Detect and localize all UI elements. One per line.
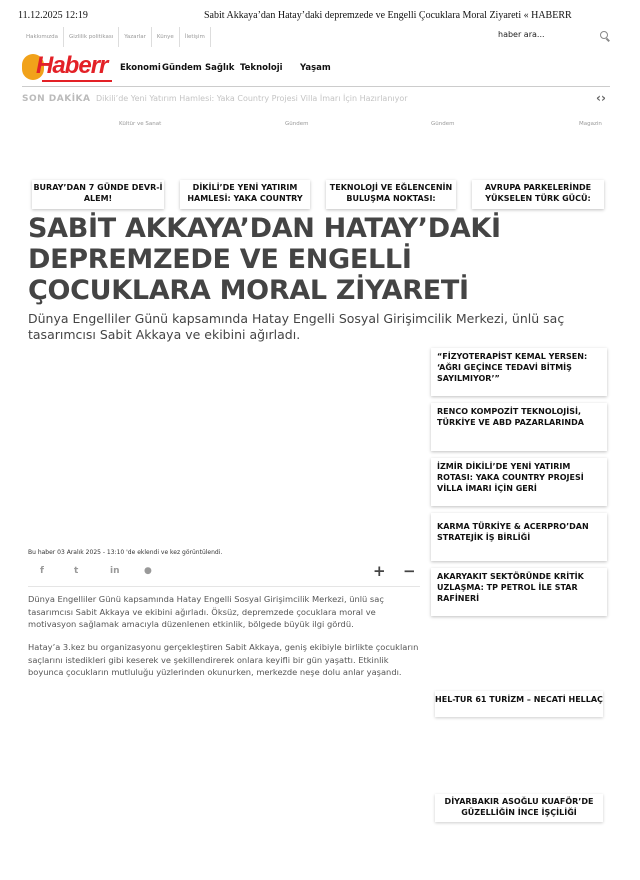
site-logo[interactable] xyxy=(22,52,112,82)
article-paragraph: Dünya Engelliler Günü kapsamında Hatay Engelli Sosyal Girişimcilik Merkezi, ünlü saç tasarımcısı Sabit Akkaya ve ekibini ağırladı. Öksüz, depremzede çocuklara moral ve motivasyon sağlamak amacıyla düzenlenen etkinlik, bölgede büyük ilgi gördü. xyxy=(28,594,384,629)
sidebar-card-title: RENCO KOMPOZİT TEKNOLOJİSİ, TÜRKİYE VE ABD PAZARLARINDA xyxy=(437,407,584,427)
category-link[interactable]: Gündem xyxy=(285,121,309,127)
top-nav-item[interactable]: Yazarlar xyxy=(118,27,151,47)
top-card-title: TEKNOLOJİ VE EĞLENCENİN BULUŞMA NOKTASI: xyxy=(329,183,453,203)
top-card[interactable] xyxy=(472,180,604,209)
article-paragraph: Hatay’a 3.kez bu organizasyonu gerçekleştiren Sabit Akkaya, geniş ekibiyle birlikte çocukların saçlarını istedikleri gibi keserek ve şekillendirerek onlara keyifli bir gün yaşattı. Etkinlik boyunca çocukların mutluluğu yüzlerinden okunurken, merkezde neşe dolu anlar yaşandı. xyxy=(28,642,419,677)
article-title: SABİT AKKAYA’DAN HATAY’DAKİ DEPREMZEDE VE ENGELLİ ÇOCUKLARA MORAL ZİYARETİ xyxy=(28,213,501,306)
top-card-title: DİKİLİ’DE YENİ YATIRIM HAMLESİ: YAKA COUNTRY xyxy=(187,183,303,203)
main-nav-saglik[interactable]: Sağlık xyxy=(205,63,235,73)
top-card-title: AVRUPA PARKELERİNDE YÜKSELEN TÜRK GÜCÜ: xyxy=(484,183,592,203)
sidebar-card-title: İZMİR DİKİLİ’DE YENİ YATIRIM ROTASI: YAKA COUNTRY PROJESİ VİLLA İMARI İÇİN GERİ xyxy=(437,462,584,493)
chevron-left-icon[interactable]: ‹ xyxy=(596,91,601,105)
top-nav-item[interactable]: Gizlilik politikası xyxy=(63,27,118,47)
sidebar-bottom-card-title: HEL-TUR 61 TURİZM – NECATİ HELLAÇ xyxy=(435,695,603,704)
sidebar-card[interactable] xyxy=(431,513,607,561)
print-doc-title: Sabit Akkaya’dan Hatay’daki depremzede ve Engelli Çocuklara Moral Ziyareti « HABERR xyxy=(204,10,572,21)
header-divider xyxy=(22,86,610,87)
logo-text: Haberr xyxy=(36,52,108,79)
top-nav-item[interactable]: İletişim xyxy=(179,27,211,47)
main-nav-teknoloji[interactable]: Teknoloji xyxy=(240,63,283,73)
category-link[interactable]: Magazin xyxy=(579,121,602,127)
ticker-arrows xyxy=(596,91,606,105)
sidebar-card-title: “FİZYOTERAPİST KEMAL YERSEN: ‘AĞRI GEÇİNCE TEDAVİ BİTMİŞ SAYILMIYOR’” xyxy=(437,352,588,383)
font-increase-button[interactable]: + xyxy=(373,562,386,580)
main-nav-ekonomi[interactable]: Ekonomi xyxy=(120,63,161,73)
print-header xyxy=(0,10,640,26)
share-divider xyxy=(28,586,420,587)
breaking-ticker[interactable]: Dikili’de Yeni Yatırım Hamlesi: Yaka Country Projesi Villa İmarı İçin Hazırlanıyor xyxy=(96,94,408,103)
sidebar-bottom-card[interactable] xyxy=(435,794,603,822)
print-datetime: 11.12.2025 12:19 xyxy=(18,10,88,21)
category-link[interactable]: Kültür ve Sanat xyxy=(119,121,162,127)
facebook-icon[interactable]: f xyxy=(40,566,44,576)
sidebar-bottom-card[interactable] xyxy=(435,691,603,717)
twitter-icon[interactable]: t xyxy=(74,566,79,576)
search-input[interactable]: haber ara... xyxy=(498,30,545,39)
sidebar-bottom-card-title: DİYARBAKIR ASOĞLU KUAFÖR’DE GÜZELLİĞİN İNCE İŞÇİLİĞİ xyxy=(444,797,594,817)
logo-underline xyxy=(42,80,112,82)
sidebar-card[interactable] xyxy=(431,403,607,451)
top-card[interactable] xyxy=(32,180,164,209)
top-card[interactable] xyxy=(326,180,456,209)
share-bar xyxy=(28,562,418,580)
sidebar-card[interactable] xyxy=(431,568,607,616)
sidebar-card[interactable] xyxy=(431,348,607,396)
linkedin-icon[interactable]: in xyxy=(110,566,120,576)
comment-icon[interactable]: ● xyxy=(144,566,152,576)
top-card-title: BURAY’DAN 7 GÜNDE DEVR-İ ALEM! xyxy=(33,183,163,203)
main-nav-yasam[interactable]: Yaşam xyxy=(300,63,331,73)
sidebar-card-title: KARMA TÜRKİYE & ACERPRO’DAN STRATEJİK İŞ BİRLİĞİ xyxy=(437,522,589,542)
sidebar-card[interactable] xyxy=(431,458,607,506)
top-card[interactable] xyxy=(180,180,310,209)
search-box[interactable] xyxy=(498,30,610,43)
top-nav-item[interactable]: Hakkımızda xyxy=(26,34,59,40)
top-nav-item[interactable]: Künye xyxy=(151,27,179,47)
article-meta: Bu haber 03 Aralık 2025 - 13:10 'de eklendi ve kez görüntülendi. xyxy=(28,549,223,556)
sidebar-card-title: AKARYAKIT SEKTÖRÜNDE KRİTİK UZLAŞMA: TP PETROL İLE STAR RAFİNERİ xyxy=(437,572,584,603)
font-decrease-button[interactable]: − xyxy=(403,562,416,580)
breaking-label: SON DAKİKA xyxy=(22,94,91,104)
main-nav-gundem[interactable]: Gündem xyxy=(162,63,202,73)
top-utility-nav xyxy=(24,27,211,47)
category-link[interactable]: Gündem xyxy=(431,121,455,127)
search-icon[interactable] xyxy=(600,31,608,39)
article-subtitle: Dünya Engelliler Günü kapsamında Hatay Engelli Sosyal Girişimcilik Merkezi, ünlü saç tasarımcısı Sabit Akkaya ve ekibini ağırladı. xyxy=(28,311,565,342)
chevron-right-icon[interactable]: › xyxy=(600,91,606,105)
